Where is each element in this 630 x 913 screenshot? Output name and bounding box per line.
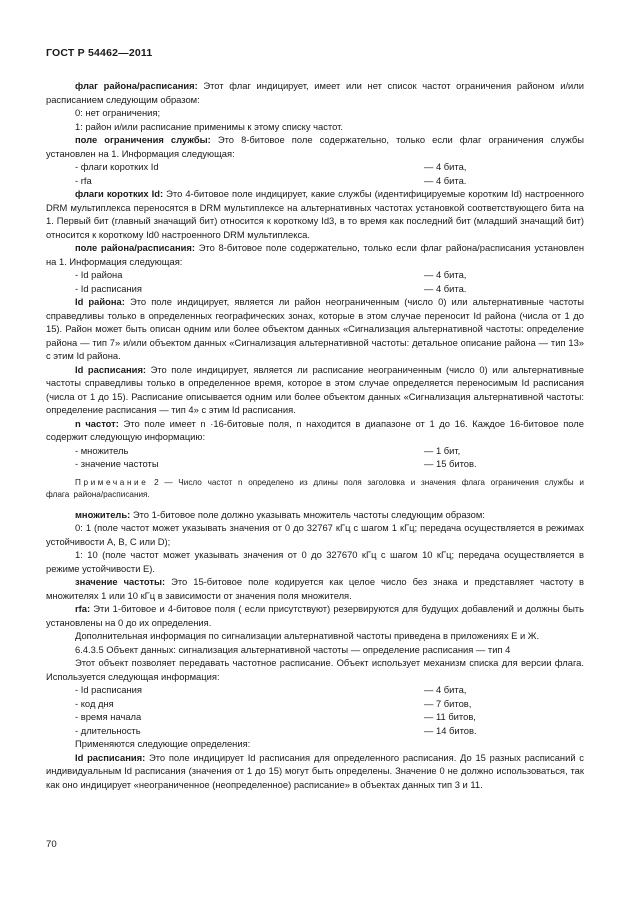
field-bits: — 4 бита, — [424, 161, 467, 172]
paragraph-additional-info: Дополнительная информация по сигнализации альтернативной частоты приведена в приложениях Е и Ж. — [75, 630, 540, 641]
paragraph-schedule-object: Этот объект позволяет передавать частотное расписание. Объект использует механизм списка для версии флага. Используется следующая информация: — [46, 657, 584, 682]
field-bits: — 4 бита, — [424, 269, 467, 280]
standard-header: ГОСТ Р 54462—2011 — [46, 47, 153, 59]
term: Id расписания: — [75, 751, 146, 763]
list-item: 1: 10 (поле частот может указывать значения от 0 до 327670 кГц с шагом 10 кГц; передача осуществляется в режиме устойчивости Е). — [46, 549, 584, 574]
page-number: 70 — [46, 839, 57, 850]
note-2 — [46, 477, 584, 502]
field-bits: — 11 битов, — [424, 711, 476, 722]
section-heading-6-4-3-5: 6.4.3.5 Объект данных: сигнализация альтернативной частоты — определение расписания — тип 4 — [75, 643, 511, 655]
paragraph-frequency-value — [46, 575, 584, 602]
field-bits: — 4 бита, — [424, 684, 467, 695]
paragraph-definitions-intro: Применяются следующие определения: — [75, 738, 251, 749]
paragraph-rfa — [46, 602, 584, 629]
field-name: - флаги коротких Id — [75, 161, 159, 172]
field-name: - длительность — [75, 724, 141, 736]
field-bits: — 1 бит, — [424, 444, 461, 456]
field-row — [46, 683, 584, 697]
field-row — [46, 697, 584, 711]
note-text: 2 — Число частот n определено из длины поля заголовка и значения флага ограничения службы и флага района/расписания. — [46, 477, 584, 499]
paragraph-schedule-id — [46, 363, 584, 417]
definition-text: Это 15-битовое поле кодируется как целое число без знака и представляет частоту в множителях 1 или 10 кГц в зависимости от значения поля множителя. — [46, 576, 584, 601]
field-bits: — 4 бита. — [424, 282, 467, 294]
field-bits: — 15 битов. — [424, 458, 477, 469]
paragraph-area-schedule-field — [46, 241, 584, 268]
paragraph-short-id-flags — [46, 187, 584, 241]
term: поле района/расписания: — [75, 242, 195, 253]
term: флаги коротких Id: — [75, 188, 164, 199]
paragraph-flag-area-schedule — [46, 79, 584, 106]
paragraph-schedule-id-def — [46, 751, 584, 792]
field-bits: — 14 битов. — [424, 724, 477, 736]
definition-text: Это 4-битовое поле индицирует, какие службы (идентифицируемые коротким Id) настроенного DRM мультиплекса переносятся в DRM мультиплексе на альтернативных частотах установкой соответствующего бита на 1. Первый бит (главный значащий бит) относится к короткому Id3, в то время как последний бит (младший значащий бит) относится к короткому Id0 настроенного DRM мультиплекса. — [46, 188, 584, 240]
paragraph-area-id — [46, 295, 584, 363]
field-name: - Id расписания — [75, 684, 142, 695]
definition-text: Это поле индицирует, является ли расписание неограниченным (число 0) или альтернативные частоты справедливы только в определенное время, которое в этом случае определяется переносимым Id расписания (числа от 1 до 15). Расписание описывается одним или более объектом данных «Сигнализация альтернативной частоты: определение расписания — тип 4» с этим Id расписания. — [46, 363, 585, 415]
field-row — [46, 282, 584, 296]
paragraph-service-restriction — [46, 133, 584, 160]
list-item: 1: район и/или расписание применимы к этому списку частот. — [75, 120, 343, 132]
term: Id расписания: — [75, 363, 147, 375]
definition-text: Это поле индицирует Id расписания для определенного расписания. До 15 разных расписаний с индивидуальным Id расписания (значения от 1 до 15) могут быть определены. Значение 0 не должно использоваться, так как оно индицирует «неограниченное (неопределенное) расписание» в объектах данных тип 3 и 11. — [46, 751, 584, 790]
definition-text: Это 1-битовое поле должно указывать множитель частоты следующим образом: — [130, 508, 485, 520]
definition-text: Этот флаг индицирует, имеет или нет список частот ограничения районом и/или расписанием следующим образом: — [46, 80, 585, 105]
term: значение частоты: — [75, 576, 166, 587]
term: флаг района/расписания: — [75, 80, 198, 91]
definition-text: Это поле индицирует, является ли район неограниченным (число 0) или альтернативные частоты справедливы только в определенных географических зонах, которые в этом случае переносит Id района (числа от 1 до 15). Район может быть описан одним или более объектом данных «Сигнализация альтернативной частоты: определение района — тип 7» и/или объектом данных «Сигнализация альтернативной частоты: детальное описание района — тип 13» с этим Id района. — [46, 296, 584, 361]
field-name: - rfa — [75, 174, 92, 186]
definition-text: Это 8-битовое поле содержательно, только если флаг ограничения службы установлен на 1. Информация следующая: — [46, 134, 584, 159]
field-name: - время начала — [75, 711, 142, 722]
field-name: - Id расписания — [75, 282, 142, 294]
page-body — [46, 79, 584, 791]
note-label: Примечание — [75, 477, 149, 487]
list-item: 0: 1 (поле частот может указывать значения от 0 до 32767 кГц с шагом 1 кГц; передача осуществляется в режимах устойчивости А, B, С или D); — [46, 522, 584, 547]
term: поле ограничения службы: — [75, 134, 211, 145]
field-bits: — 7 битов, — [424, 697, 472, 709]
term: множитель: — [75, 508, 131, 520]
field-name: - Id района — [75, 269, 123, 280]
field-bits: — 4 бита. — [424, 174, 467, 186]
paragraph-n-frequencies — [46, 417, 584, 444]
term: Id района: — [75, 296, 125, 307]
field-row — [46, 160, 584, 174]
field-row — [46, 268, 584, 282]
field-row — [46, 457, 584, 471]
field-row — [46, 724, 584, 738]
term: rfa: — [75, 603, 91, 614]
field-row — [46, 174, 584, 188]
term: n частот: — [75, 417, 119, 429]
paragraph-multiplier — [46, 508, 584, 522]
definition-text: Это поле имеет n ·16-битовые поля, n находится в диапазоне от 1 до 16. Каждое 16-битовое поле содержит следующую информацию: — [46, 417, 584, 442]
field-row — [46, 710, 584, 724]
field-name: - множитель — [75, 444, 129, 456]
list-item: 0: нет ограничения; — [75, 107, 161, 118]
field-row — [46, 444, 584, 458]
field-name: - значение частоты — [75, 458, 159, 469]
definition-text: Эти 1-битовое и 4-битовое поля ( если присутствуют) резервируются для будущих добавлений и должны быть установлены на 0 до их определения. — [46, 603, 584, 628]
field-name: - код дня — [75, 697, 114, 709]
definition-text: Это 8-битовое поле содержательно, только если флаг района/расписания установлен на 1. Информация следующая: — [46, 242, 585, 267]
